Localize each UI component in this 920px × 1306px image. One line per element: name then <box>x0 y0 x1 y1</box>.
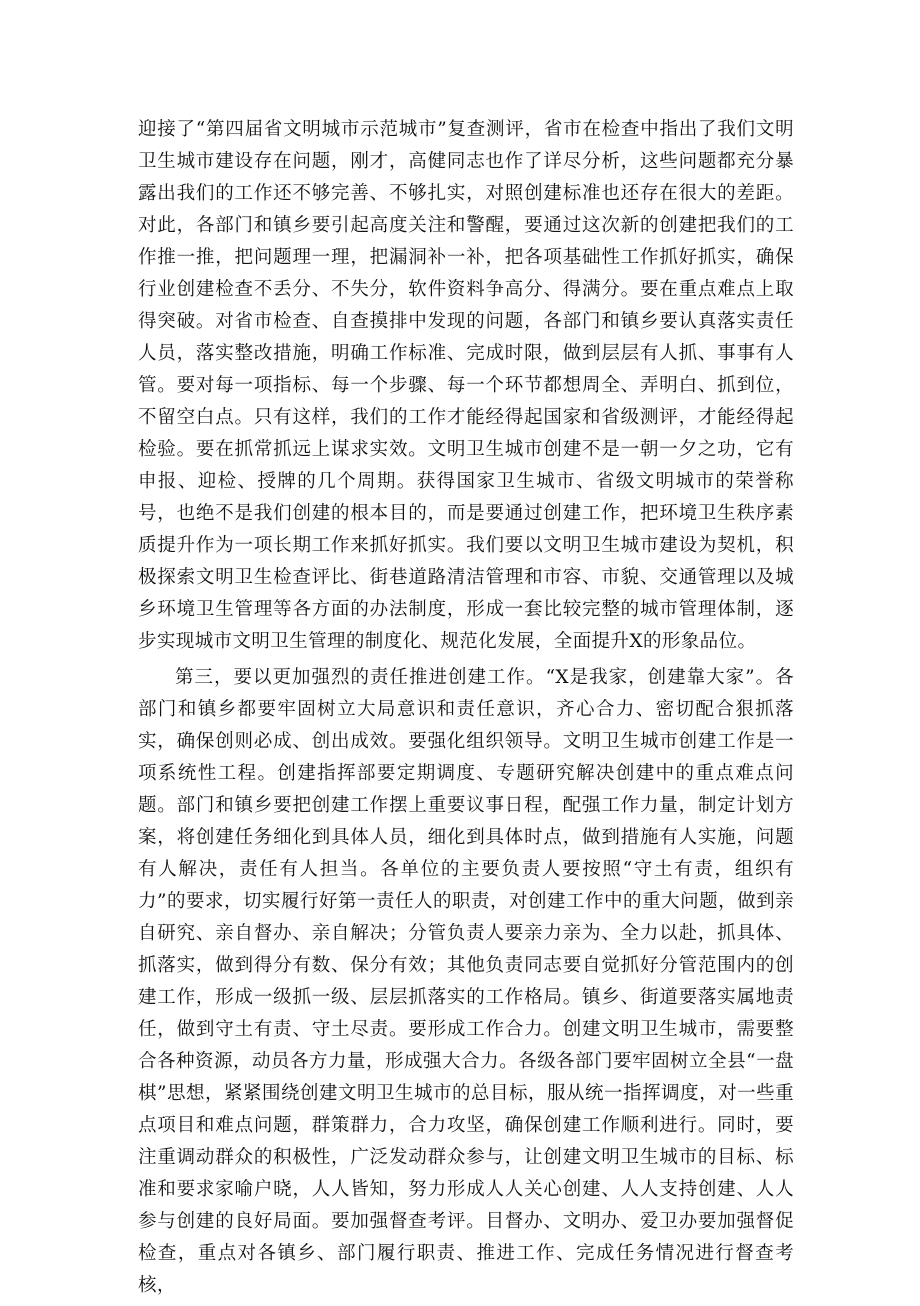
paragraph-continuation: 迎接了“第四届省文明城市示范城市”复查测评，省市在检查中指出了我们文明卫生城市建设存在问题，刚才，高健同志也作了详尽分析，这些问题都充分暴露出我们的工作还不够完善、不够扎实，对照创建标准也还存在很大的差距。对此，各部门和镇乡要引起高度关注和警醒，要通过这次新的创建把我们的工作推一推，把问题理一理，把漏洞补一补，把各项基础性工作抓好抓实，确保行业创建检查不丢分、不失分，软件资料争高分、得满分。要在重点难点上取得突破。对省市检查、自查摸排中发现的问题，各部门和镇乡要认真落实责任人员，落实整改措施，明确工作标准、完成时限，做到层层有人抓、事事有人管。要对每一项指标、每一个步骤、每一个环节都想周全、弄明白、抓到位，不留空白点。只有这样，我们的工作才能经得起国家和省级测评，才能经得起检验。要在抓常抓远上谋求实效。文明卫生城市创建不是一朝一夕之功，它有申报、迎检、授牌的几个周期。获得国家卫生城市、省级文明城市的荣誉称号，也绝不是我们创建的根本目的，而是要通过创建工作，把环境卫生秩序素质提升作为一项长期工作来抓好抓实。我们要以文明卫生城市建设为契机，积极探索文明卫生检查评比、街巷道路清洁管理和市容、市貌、交通管理以及城乡环境卫生管理等各方面的办法制度，形成一套比较完整的城市管理体制，逐步实现城市文明卫生管理的制度化、规范化发展，全面提升X的形象品位。 <box>138 119 794 652</box>
document-page <box>138 114 794 1306</box>
paragraph-section-three: 第三，要以更加强烈的责任推进创建工作。“X是我家，创建靠大家”。各部门和镇乡都要牢固树立大局意识和责任意识，齐心合力、密切配合狠抓落实，确保创则必成、创出成效。要强化组织领导。文明卫生城市创建工作是一项系统性工程。创建指挥部要定期调度、专题研究解决创建中的重点难点问题。部门和镇乡要把创建工作摆上重要议事日程，配强工作力量，制定计划方案，将创建任务细化到具体人员，细化到具体时点，做到措施有人实施，问题有人解决，责任有人担当。各单位的主要负责人要按照“守土有责，组织有力”的要求，切实履行好第一责任人的职责，对创建工作中的重大问题，做到亲自研究、亲自督办、亲自解决；分管负责人要亲力亲为、全力以赴，抓具体、抓落实，做到得分有数、保分有效；其他负责同志要自觉抓好分管范围内的创建工作，形成一级抓一级、层层抓落实的工作格局。镇乡、街道要落实属地责任，做到守土有责、守土尽责。要形成工作合力。创建文明卫生城市，需要整合各种资源，动员各方力量，形成强大合力。各级各部门要牢固树立全县“一盘棋”思想，紧紧围绕创建文明卫生城市的总目标，服从统一指挥调度，对一些重点项目和难点问题，群策群力，合力攻坚，确保创建工作顺利进行。同时，要注重调动群众的积极性，广泛发动群众参与，让创建文明卫生城市的目标、标准和要求家喻户晓，人人皆知，努力形成人人关心创建、人人支持创建、人人参与创建的良好局面。要加强督查考评。目督办、文明办、爱卫办要加强督促检查，重点对各镇乡、部门履行职责、推进工作、完成任务情况进行督查考核， <box>138 667 794 1296</box>
